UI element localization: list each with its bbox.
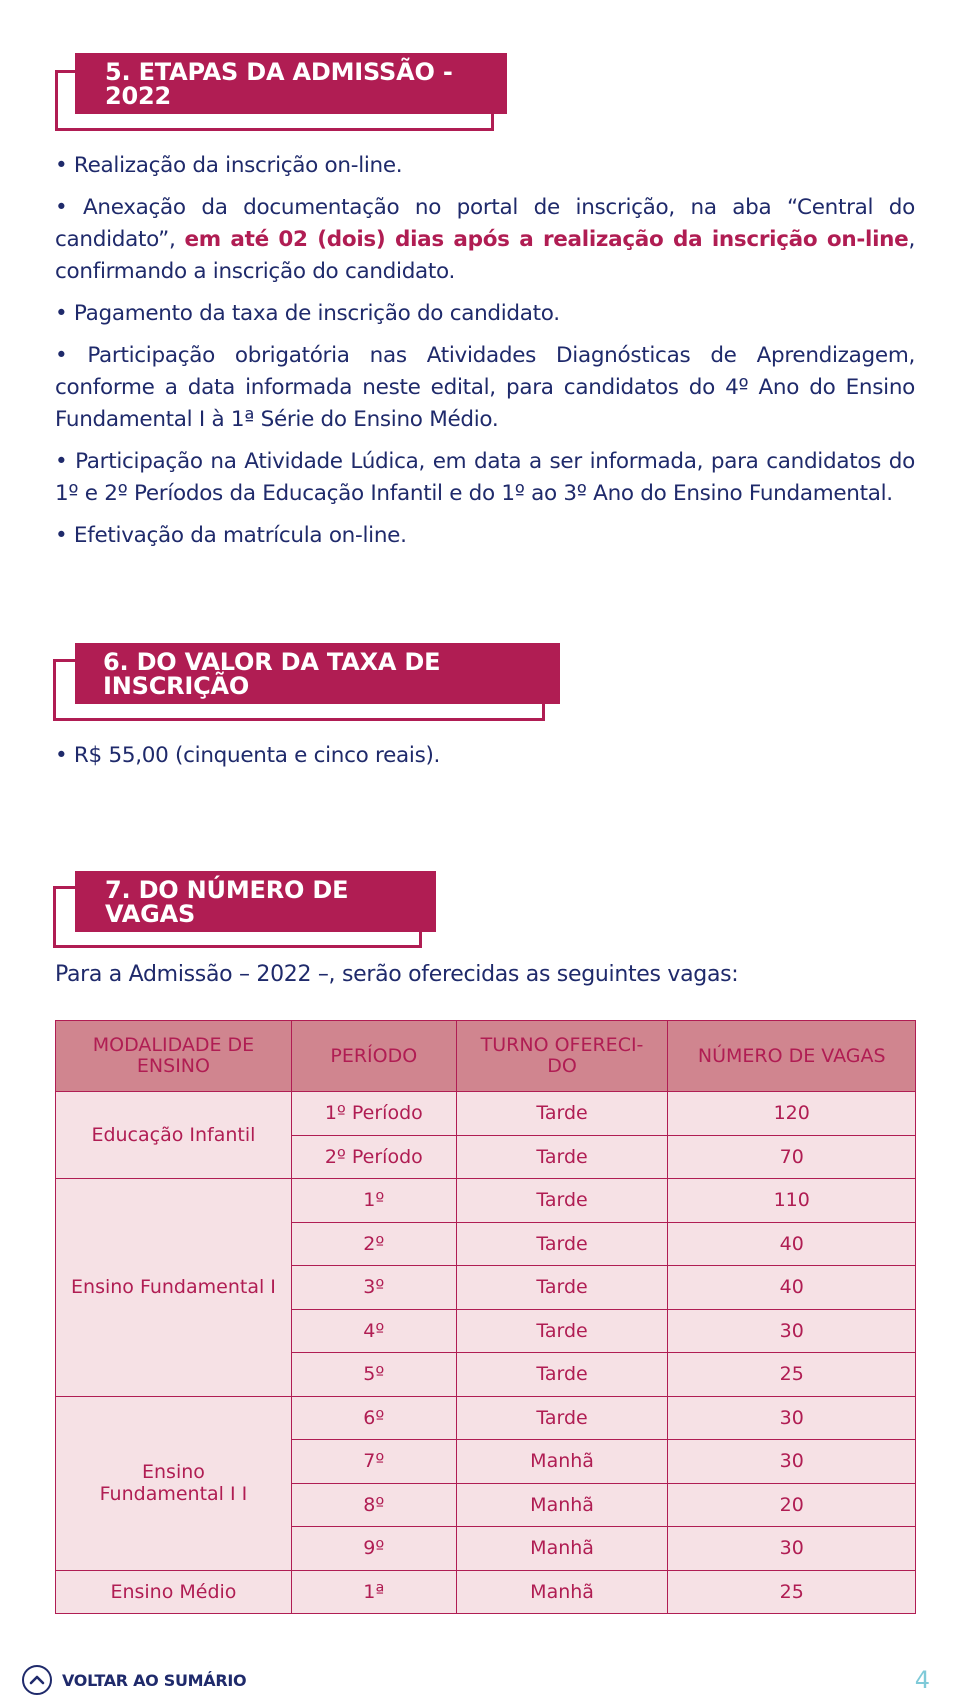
shift-cell: Tarde — [456, 1309, 668, 1353]
seats-cell: 25 — [668, 1353, 916, 1397]
shift-cell: Tarde — [456, 1135, 668, 1179]
shift-cell: Tarde — [456, 1396, 668, 1440]
period-cell: 5º — [291, 1353, 456, 1397]
period-cell: 8º — [291, 1483, 456, 1527]
section-6-bullets — [55, 740, 915, 782]
vacancies-intro: Para a Admissão – 2022 –, serão oferecidas as seguintes vagas: — [55, 962, 739, 987]
bullet-item: • R$ 55,00 (cinquenta e cinco reais). — [55, 743, 441, 768]
seats-cell: 40 — [668, 1266, 916, 1310]
period-cell: 3º — [291, 1266, 456, 1310]
bullet-item: • Participação na Atividade Lúdica, em data a ser informada, para candidatos do 1º e 2º Períodos da Educação Infantil e do 1º ao 3º Ano do Ensino Fundamental. — [55, 449, 915, 506]
shift-cell: Manhã — [456, 1570, 668, 1614]
table-row — [56, 1092, 916, 1136]
back-to-summary-label[interactable]: VOLTAR AO SUMÁRIO — [62, 1670, 247, 1690]
table-header-row — [56, 1021, 916, 1092]
seats-cell: 30 — [668, 1309, 916, 1353]
section-5-bullets — [55, 150, 915, 562]
vacancies-table — [55, 1020, 916, 1614]
table-row — [56, 1396, 916, 1440]
bullet-item: • Efetivação da matrícula on-line. — [55, 523, 407, 548]
seats-cell: 70 — [668, 1135, 916, 1179]
seats-cell: 30 — [668, 1527, 916, 1571]
shift-cell: Tarde — [456, 1179, 668, 1223]
column-header: NÚMERO DE VAGAS — [668, 1021, 916, 1092]
modality-cell: Educação Infantil — [56, 1092, 292, 1179]
seats-cell: 110 — [668, 1179, 916, 1223]
section-7-title: 7. DO NÚMERO DE VAGAS — [75, 871, 436, 932]
back-to-summary-link[interactable] — [22, 1665, 246, 1695]
bullet-item: • Realização da inscrição on-line. — [55, 153, 403, 178]
section-5-title: 5. ETAPAS DA ADMISSÃO - 2022 — [75, 53, 507, 114]
period-cell: 4º — [291, 1309, 456, 1353]
modality-cell: Ensino Fundamental I — [56, 1179, 292, 1397]
modality-cell: Ensino Médio — [56, 1570, 292, 1614]
bullet-item: • Pagamento da taxa de inscrição do candidato. — [55, 301, 560, 326]
period-cell: 7º — [291, 1440, 456, 1484]
period-cell: 9º — [291, 1527, 456, 1571]
seats-cell: 120 — [668, 1092, 916, 1136]
period-cell: 6º — [291, 1396, 456, 1440]
column-header: MODALIDADE DE ENSINO — [56, 1021, 292, 1092]
period-cell: 1º — [291, 1179, 456, 1223]
period-cell: 2º Período — [291, 1135, 456, 1179]
bullet-item: • Participação obrigatória nas Atividades Diagnósticas de Aprendizagem, conforme a data informada neste edital, para candidatos do 4º Ano do Ensino Fundamental I à 1ª Série do Ensino Médio. — [55, 343, 915, 432]
chevron-up-circle-icon[interactable] — [22, 1665, 52, 1695]
period-cell: 2º — [291, 1222, 456, 1266]
shift-cell: Manhã — [456, 1440, 668, 1484]
seats-cell: 25 — [668, 1570, 916, 1614]
table-row — [56, 1570, 916, 1614]
column-header: PERÍODO — [291, 1021, 456, 1092]
seats-cell: 30 — [668, 1440, 916, 1484]
shift-cell: Tarde — [456, 1353, 668, 1397]
shift-cell: Manhã — [456, 1527, 668, 1571]
table-row — [56, 1179, 916, 1223]
page-number: 4 — [914, 1666, 930, 1694]
modality-cell: Ensino Fundamental I I — [56, 1396, 292, 1570]
seats-cell: 40 — [668, 1222, 916, 1266]
period-cell: 1º Período — [291, 1092, 456, 1136]
shift-cell: Tarde — [456, 1222, 668, 1266]
shift-cell: Tarde — [456, 1092, 668, 1136]
deadline-highlight: em até 02 (dois) dias após a realização da inscrição on-line — [184, 227, 909, 252]
section-6-title: 6. DO VALOR DA TAXA DE INSCRIÇÃO — [75, 643, 560, 704]
seats-cell: 20 — [668, 1483, 916, 1527]
period-cell: 1ª — [291, 1570, 456, 1614]
seats-cell: 30 — [668, 1396, 916, 1440]
shift-cell: Manhã — [456, 1483, 668, 1527]
bullet-item: • Anexação da documentação no portal de inscrição, na aba “Central do candidato”, em até 02 (dois) dias após a realização da inscrição on-line, confirmando a inscrição do candidato. — [55, 195, 915, 284]
shift-cell: Tarde — [456, 1266, 668, 1310]
column-header: TURNO OFERECI-DO — [456, 1021, 668, 1092]
